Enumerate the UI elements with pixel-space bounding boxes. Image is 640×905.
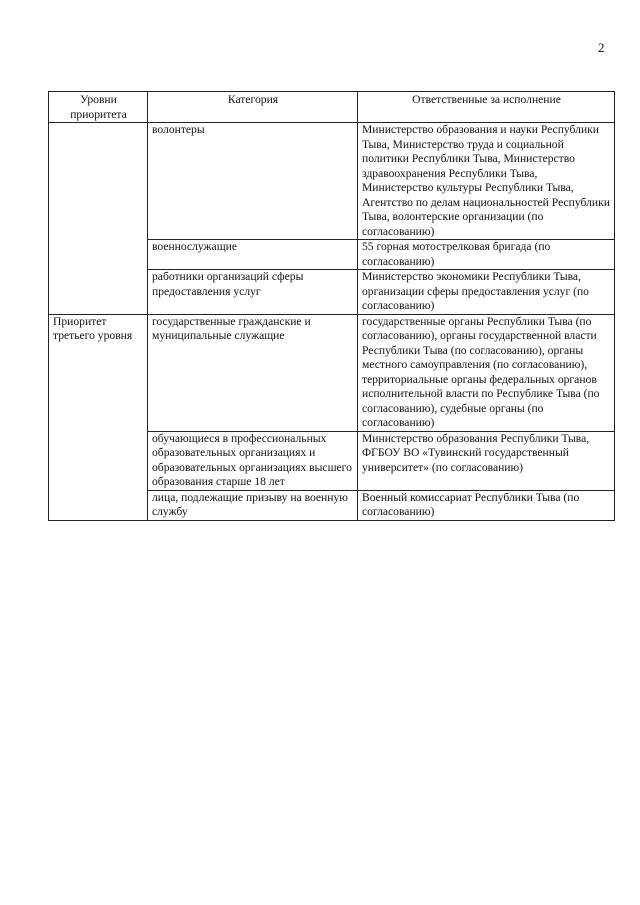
category-cell: обучающиеся в профессиональных образовательных организациях и образовательных организациях высшего образования старше 18 лет <box>148 431 358 490</box>
responsible-cell: Министерство экономики Республики Тыва, организации сферы предоставления услуг (по согласованию) <box>358 270 615 315</box>
header-category: Категория <box>148 92 358 123</box>
responsible-cell: 55 горная мотострелковая бригада (по согласованию) <box>358 240 615 270</box>
category-cell: лица, подлежащие призыву на военную службу <box>148 490 358 520</box>
header-priority-levels: Уровни приоритета <box>49 92 148 123</box>
priority-table <box>48 91 615 521</box>
priority-level-cell <box>49 123 148 315</box>
table-row <box>49 314 615 431</box>
header-responsible: Ответственные за исполнение <box>358 92 615 123</box>
category-cell: работники организаций сферы предоставления услуг <box>148 270 358 315</box>
responsible-cell: Министерство образования Республики Тыва, ФГБОУ ВО «Тувинский государственный университет» (по согласованию) <box>358 431 615 490</box>
responsible-cell: Военный комиссариат Республики Тыва (по согласованию) <box>358 490 615 520</box>
responsible-cell: Министерство образования и науки Республики Тыва, Министерство труда и социальной политики Республики Тыва, Министерство здравоохранения Республики Тыва, Министерство культуры Республики Тыва, Агентство по делам национальностей Республики Тыва, волонтерские организации (по согласованию) <box>358 123 615 240</box>
page-number: 2 <box>598 40 605 55</box>
category-cell: волонтеры <box>148 123 358 240</box>
table-row <box>49 123 615 240</box>
priority-level-cell: Приоритет третьего уровня <box>49 314 148 520</box>
category-cell: военнослужащие <box>148 240 358 270</box>
category-cell: государственные гражданские и муниципальные служащие <box>148 314 358 431</box>
responsible-cell: государственные органы Республики Тыва (по согласованию), органы государственной власти Республики Тыва (по согласованию), органы местного самоуправления (по согласованию), территориальные органы федеральных органов исполнительной власти по Республике Тыва (по согласованию), судебные органы (по согласованию) <box>358 314 615 431</box>
table-header-row <box>49 92 615 123</box>
